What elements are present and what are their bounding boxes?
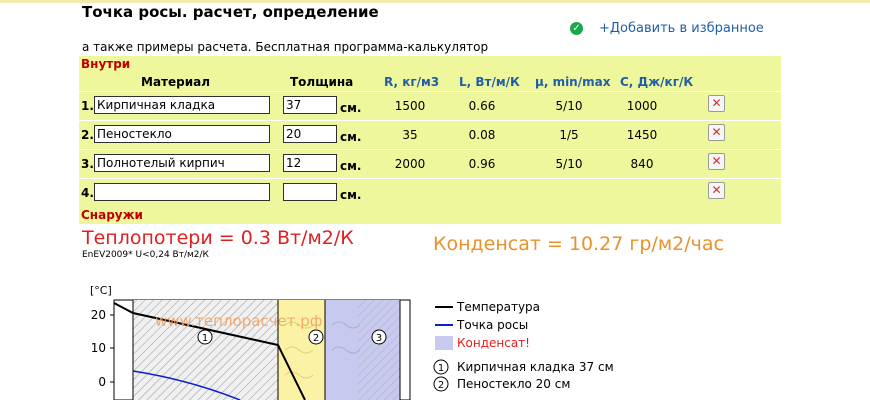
row-number: 4. [81, 186, 94, 200]
legend-condensate-swatch [435, 336, 453, 350]
delete-row-button[interactable]: ✕ [708, 124, 725, 141]
r-value: 1500 [394, 99, 426, 113]
check-icon: ✓ [570, 22, 583, 35]
r-value: 35 [402, 128, 418, 142]
row-number: 3. [81, 157, 94, 171]
mu-value: 1/5 [559, 128, 579, 142]
y-tick-label: 20 [90, 308, 106, 322]
y-unit-label: [°C] [90, 284, 112, 297]
table-header [79, 73, 781, 91]
heat-loss-result: Теплопотери = 0.3 Вт/м2/К [82, 227, 354, 249]
legend-layer-1-number: 1 [437, 363, 445, 374]
legend-condensate-label: Конденсат! [457, 336, 530, 350]
y-tick-label: 10 [90, 341, 106, 355]
row-number: 1. [81, 99, 94, 113]
layer-2-number: 2 [312, 333, 320, 344]
delete-row-button[interactable]: ✕ [708, 182, 725, 199]
col-c: C, Дж/кг/К [620, 75, 694, 89]
thickness-input[interactable] [283, 96, 337, 114]
unit-label: см. [340, 130, 362, 144]
layers-table [79, 73, 781, 207]
page-title: Точка росы. расчет, определение [82, 3, 379, 21]
legend-temperature-label: Температура [457, 300, 541, 314]
r-value: 2000 [394, 157, 426, 171]
thickness-input[interactable] [283, 154, 337, 172]
watermark: www.теплорасчет.рф [155, 312, 323, 330]
layer-3-hatch [358, 300, 400, 400]
table-row [79, 149, 781, 178]
col-mu: μ, min/max [535, 75, 611, 89]
wall-calculator [79, 56, 781, 224]
page-subtitle: а также примеры расчета. Бесплатная программа-калькулятор [82, 40, 489, 54]
norm-note: EnEV2009* U<0,24 Вт/м2/К [82, 250, 209, 260]
material-input[interactable] [94, 154, 270, 172]
col-thickness: Толщина [290, 75, 354, 89]
c-value: 1450 [626, 128, 658, 142]
layer-1-number: 1 [201, 333, 209, 344]
legend-layer-2-number: 2 [437, 380, 445, 391]
y-tick-label: 0 [98, 375, 106, 389]
row-number: 2. [81, 128, 94, 142]
table-row [79, 120, 781, 149]
l-value: 0.96 [468, 157, 496, 171]
material-input[interactable] [94, 125, 270, 143]
col-material: Материал [141, 75, 211, 89]
mu-value: 5/10 [555, 99, 583, 113]
mu-value: 5/10 [555, 157, 583, 171]
l-value: 0.66 [468, 99, 496, 113]
col-l: L, Вт/м/К [459, 75, 520, 89]
delete-row-button[interactable]: ✕ [708, 95, 725, 112]
unit-label: см. [340, 101, 362, 115]
l-value: 0.08 [468, 128, 496, 142]
col-r: R, кг/м3 [384, 75, 440, 89]
legend-dew-point-label: Точка росы [457, 318, 529, 332]
delete-row-button[interactable]: ✕ [708, 153, 725, 170]
thickness-input[interactable] [283, 183, 337, 201]
material-input[interactable] [94, 183, 270, 201]
thickness-input[interactable] [283, 125, 337, 143]
c-value: 840 [630, 157, 654, 171]
condensate-result: Конденсат = 10.27 гр/м2/час [433, 233, 724, 255]
temperature-chart [80, 280, 640, 400]
c-value: 1000 [626, 99, 658, 113]
legend-layer-2-label: Пеностекло 20 см [457, 377, 571, 391]
unit-label: см. [340, 159, 362, 173]
inside-label: Внутри [79, 56, 781, 73]
layer-3-number: 3 [375, 333, 383, 344]
add-favorite-link[interactable] [570, 21, 764, 36]
table-row [79, 91, 781, 120]
outside-label: Снаружи [79, 207, 781, 224]
unit-label: см. [340, 188, 362, 202]
legend-layer-1-label: Кирпичная кладка 37 см [457, 360, 614, 374]
material-input[interactable] [94, 96, 270, 114]
add-favorite-label[interactable]: +Добавить в избранное [599, 21, 764, 36]
table-row [79, 178, 781, 207]
